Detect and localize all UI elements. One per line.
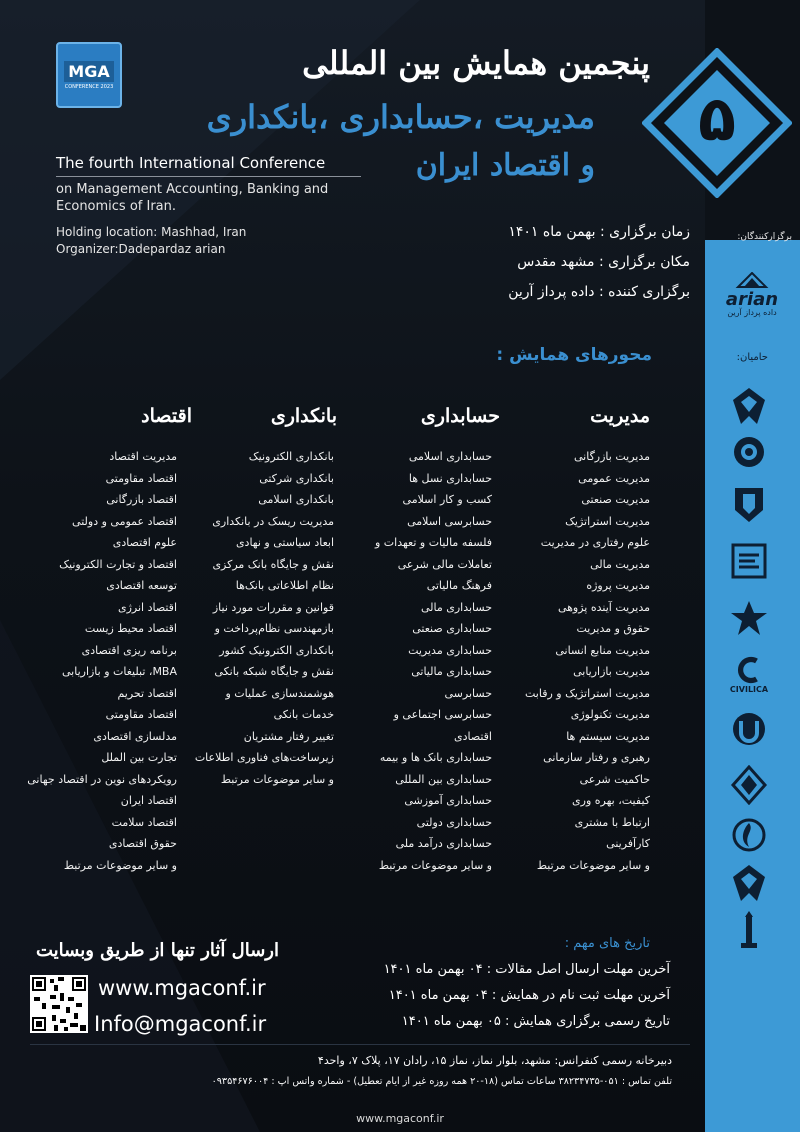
- topic-item: زیرساخت‌های فناوری اطلاعات: [194, 751, 334, 764]
- topic-item: حسابداری اسلامی: [408, 450, 492, 463]
- topic-item: اقتصاد انرژی: [117, 600, 177, 614]
- date-row-registration: آخرین مهلت ثبت نام در همایش : ۰۴ بهمن ماه ۱۴۰۱: [388, 988, 670, 1003]
- topic-item: بانکداری اسلامی: [258, 493, 334, 506]
- sponsor-logo-star-emblem: [728, 598, 770, 640]
- email-link[interactable]: Info@mgaconf.ir: [94, 1012, 267, 1036]
- topic-item: حسابداری صنعتی: [412, 622, 492, 635]
- topic-item: مدیریت تکنولوژی: [570, 708, 650, 721]
- qr-code[interactable]: [30, 975, 88, 1033]
- column-heading-accounting: حسابداری: [420, 405, 500, 427]
- topic-item: حسابداری دولتی: [416, 815, 492, 829]
- website-link[interactable]: www.mgaconf.ir: [98, 976, 266, 1000]
- english-divider: [56, 176, 361, 177]
- organizers-label: برگزارکنندگان:: [737, 232, 792, 242]
- sponsor-logo-azad-university-2: [728, 862, 770, 904]
- arian-logo-subtext: داده پرداز آرین: [727, 308, 777, 317]
- topic-item: مدیریت آینده پژوهی: [557, 600, 650, 614]
- topic-item: اقتصاد و تجارت الکترونیک: [59, 557, 177, 571]
- sponsor-logo-azad-university: [728, 385, 770, 427]
- topic-item: حقوق اقتصادی: [108, 837, 177, 850]
- topic-item: حقوق و مدیریت: [576, 622, 650, 635]
- sponsor-logo-university-emblem: [728, 483, 770, 525]
- english-location: Holding location: Mashhad, Iran: [56, 225, 247, 239]
- topic-item: مدیریت بازاریابی: [573, 665, 650, 678]
- topic-item: قوانین و مقررات مورد نیاز: [212, 600, 334, 614]
- arian-logo: [712, 272, 792, 322]
- topic-item: حسابداری درآمد ملی: [395, 837, 492, 850]
- sponsor-logo-tower: [728, 910, 770, 952]
- topic-item: مدیریت صنعتی: [581, 493, 650, 506]
- topic-item: حسابداری مالیاتی: [411, 665, 492, 678]
- date-row-conference: تاریخ رسمی برگزاری همایش : ۰۵ بهمن ماه ۱۴۰۱: [401, 1014, 670, 1029]
- topic-item: مدیریت بازرگانی: [573, 450, 650, 463]
- sponsor-logo-institute-seal: [728, 708, 770, 750]
- topic-item: و سایر موضوعات مرتبط: [536, 858, 650, 872]
- topic-item: حسابرسی: [444, 686, 492, 700]
- topic-item: اقتصاد عمومی و دولتی: [72, 514, 177, 528]
- info-time: زمان برگزاری : بهمن ماه ۱۴۰۱: [508, 224, 690, 240]
- axes-title: محورهای همایش :: [496, 345, 652, 365]
- topic-item: مدیریت مالی: [590, 557, 650, 571]
- topic-item: حسابداری مالی: [420, 600, 492, 614]
- topic-item: اقتصادی: [453, 729, 492, 743]
- english-title-line-2: on Management Accounting, Banking and: [56, 182, 329, 197]
- topic-item: تجارت بین الملل: [101, 751, 177, 764]
- topic-item: تغییر رفتار مشتریان: [243, 729, 334, 743]
- topic-item: هوشمندسازی عملیات و: [225, 686, 334, 700]
- topic-item: حاکمیت شرعی: [579, 772, 650, 786]
- topic-item: کیفیت، بهره وری: [572, 794, 650, 807]
- english-organizer: Organizer:Dadepardaz arian: [56, 242, 226, 256]
- sponsor-logo-ferdowsi: [728, 433, 770, 475]
- topic-item: مدیریت عمومی: [578, 471, 650, 485]
- title-line-1: پنجمین همایش بین المللی: [302, 44, 650, 82]
- topic-item: بازمهندسی نظام‌پرداخت و: [214, 622, 334, 635]
- topic-item: مدیریت پروژه: [586, 579, 650, 592]
- civilica-text: CIVILICA: [729, 684, 769, 694]
- date-row-submission: آخرین مهلت ارسال اصل مقالات : ۰۴ بهمن ماه ۱۴۰۱: [383, 962, 670, 977]
- topic-item: MBA، تبلیغات و بازاریابی: [61, 665, 177, 678]
- english-title-line-3: Economics of Iran.: [56, 199, 177, 214]
- topic-item: خدمات بانکی: [273, 708, 334, 721]
- column-heading-economics: اقتصاد: [141, 405, 192, 427]
- topic-item: اقتصاد بازرگانی: [106, 493, 177, 506]
- column-heading-management: مدیریت: [590, 405, 650, 427]
- topic-item: ارتباط با مشتری: [574, 815, 650, 829]
- mga-logo-text: MGA: [64, 61, 113, 82]
- topic-item: مدیریت ریسک در بانکداری: [212, 514, 334, 528]
- info-organizer: برگزاری کننده : داده پرداز آرین: [508, 284, 690, 300]
- topic-item: فرهنگ مالیاتی: [426, 579, 492, 592]
- topic-item: حسابرسی اسلامی: [407, 514, 492, 528]
- topic-item: علوم اقتصادی: [112, 536, 177, 549]
- arian-logo-icon: [732, 272, 772, 288]
- topic-item: علوم رفتاری در مدیریت: [540, 536, 650, 549]
- topic-item: تعاملات مالی شرعی: [397, 557, 492, 571]
- topic-item: رویکردهای نوین در اقتصاد جهانی: [27, 772, 177, 786]
- topic-item: حسابداری بانک ها و بیمه: [379, 751, 492, 764]
- column-list-economics: [2, 446, 177, 876]
- dates-title: تاریخ های مهم :: [564, 936, 650, 951]
- title-line-3: و اقتصاد ایران: [415, 148, 595, 183]
- topic-item: فلسفه مالیات و تعهدات و: [374, 536, 492, 549]
- topic-item: مدیریت استراتژیک و رقابت: [524, 686, 650, 700]
- sponsor-logo-calligraphy: [728, 540, 770, 582]
- topic-item: نقش و جایگاه بانک مرکزی: [212, 557, 334, 571]
- topic-item: مدیریت منابع انسانی: [555, 643, 650, 657]
- column-heading-banking: بانکداری: [270, 405, 337, 427]
- topic-item: حسابداری آموزشی: [404, 794, 492, 807]
- topic-item: کارآفرینی: [606, 837, 650, 850]
- topic-item: نظام اطلاعاتی بانک‌ها: [235, 579, 334, 592]
- topic-item: و سایر موضوعات مرتبط: [220, 772, 334, 786]
- edition-diamond: [642, 48, 792, 198]
- column-list-banking: [169, 446, 334, 790]
- submission-slogan: ارسال آثار تنها از طریق وبسایت: [36, 940, 279, 961]
- english-title-line-1: The fourth International Conference: [56, 154, 326, 172]
- topic-item: و سایر موضوعات مرتبط: [63, 858, 177, 872]
- footer-address: دبیرخانه رسمی کنفرانس: مشهد، بلوار نماز، نماز ۱۵، رادان ۱۷، پلاک ۷، واحد۴: [317, 1054, 672, 1067]
- mga-logo-subtext: CONFERENCE 2023: [64, 83, 114, 90]
- title-line-2: مدیریت ،حسابداری ،بانکداری: [206, 98, 595, 136]
- topic-item: اقتصاد سلامت: [111, 815, 177, 829]
- topic-item: نقش و جایگاه شبکه بانکی: [214, 665, 334, 678]
- topic-item: حسابداری بین المللی: [395, 772, 492, 786]
- topic-item: ابعاد سیاستی و نهادی: [235, 536, 334, 549]
- footer-url[interactable]: www.mgaconf.ir: [356, 1112, 444, 1125]
- topic-item: اقتصاد محیط زیست: [84, 622, 177, 635]
- topic-item: توسعه اقتصادی: [106, 579, 177, 592]
- mga-logo-badge: [56, 42, 122, 108]
- sponsor-logo-civilica: [728, 650, 770, 698]
- topic-item: حسابرسی اجتماعی و: [393, 708, 492, 721]
- topic-item: اقتصاد ایران: [120, 794, 177, 807]
- topic-item: و سایر موضوعات مرتبط: [378, 858, 492, 872]
- column-list-management: [485, 446, 650, 876]
- sponsor-logo-shield: [728, 764, 770, 806]
- topic-item: اقتصاد مقاومتی: [105, 471, 177, 485]
- topic-item: مدیریت سیستم ها: [566, 729, 650, 743]
- topic-item: بانکداری الکترونیک کشور: [219, 643, 334, 657]
- arian-logo-text: arian: [725, 289, 779, 310]
- topic-item: رهبری و رفتار سازمانی: [543, 751, 650, 764]
- topic-item: اقتصاد تحریم: [117, 686, 177, 700]
- topic-item: اقتصاد مقاومتی: [105, 708, 177, 721]
- topic-item: بانکداری شرکتی: [259, 471, 334, 485]
- sponsor-logo-flame: [728, 814, 770, 856]
- edition-number: ۵: [698, 82, 736, 155]
- topic-item: مدلسازی اقتصادی: [93, 729, 177, 743]
- topic-item: بانکداری الکترونیک: [248, 450, 334, 463]
- topic-item: مدیریت استراتژیک: [565, 514, 650, 528]
- column-list-accounting: [327, 446, 492, 876]
- footer-phone: تلفن تماس : ۰۵۱-۳۸۲۳۴۷۳۵ ساعات تماس (۱۸-۲۰ همه روزه غیر از ایام تعطیل) - شماره واتس اپ : ۰۹۳۵۴۶۷۶۰۰۴: [211, 1076, 672, 1087]
- topic-item: برنامه ریزی اقتصادی: [81, 643, 177, 657]
- info-place: مکان برگزاری : مشهد مقدس: [517, 254, 690, 270]
- topic-item: کسب و کار اسلامی: [402, 493, 492, 506]
- topic-item: حسابداری مدیریت: [408, 643, 492, 657]
- topic-item: مدیریت اقتصاد: [109, 450, 177, 463]
- sponsors-label: حامیان:: [736, 352, 768, 363]
- footer-divider: [30, 1044, 690, 1045]
- topic-item: حسابداری نسل ها: [408, 471, 492, 485]
